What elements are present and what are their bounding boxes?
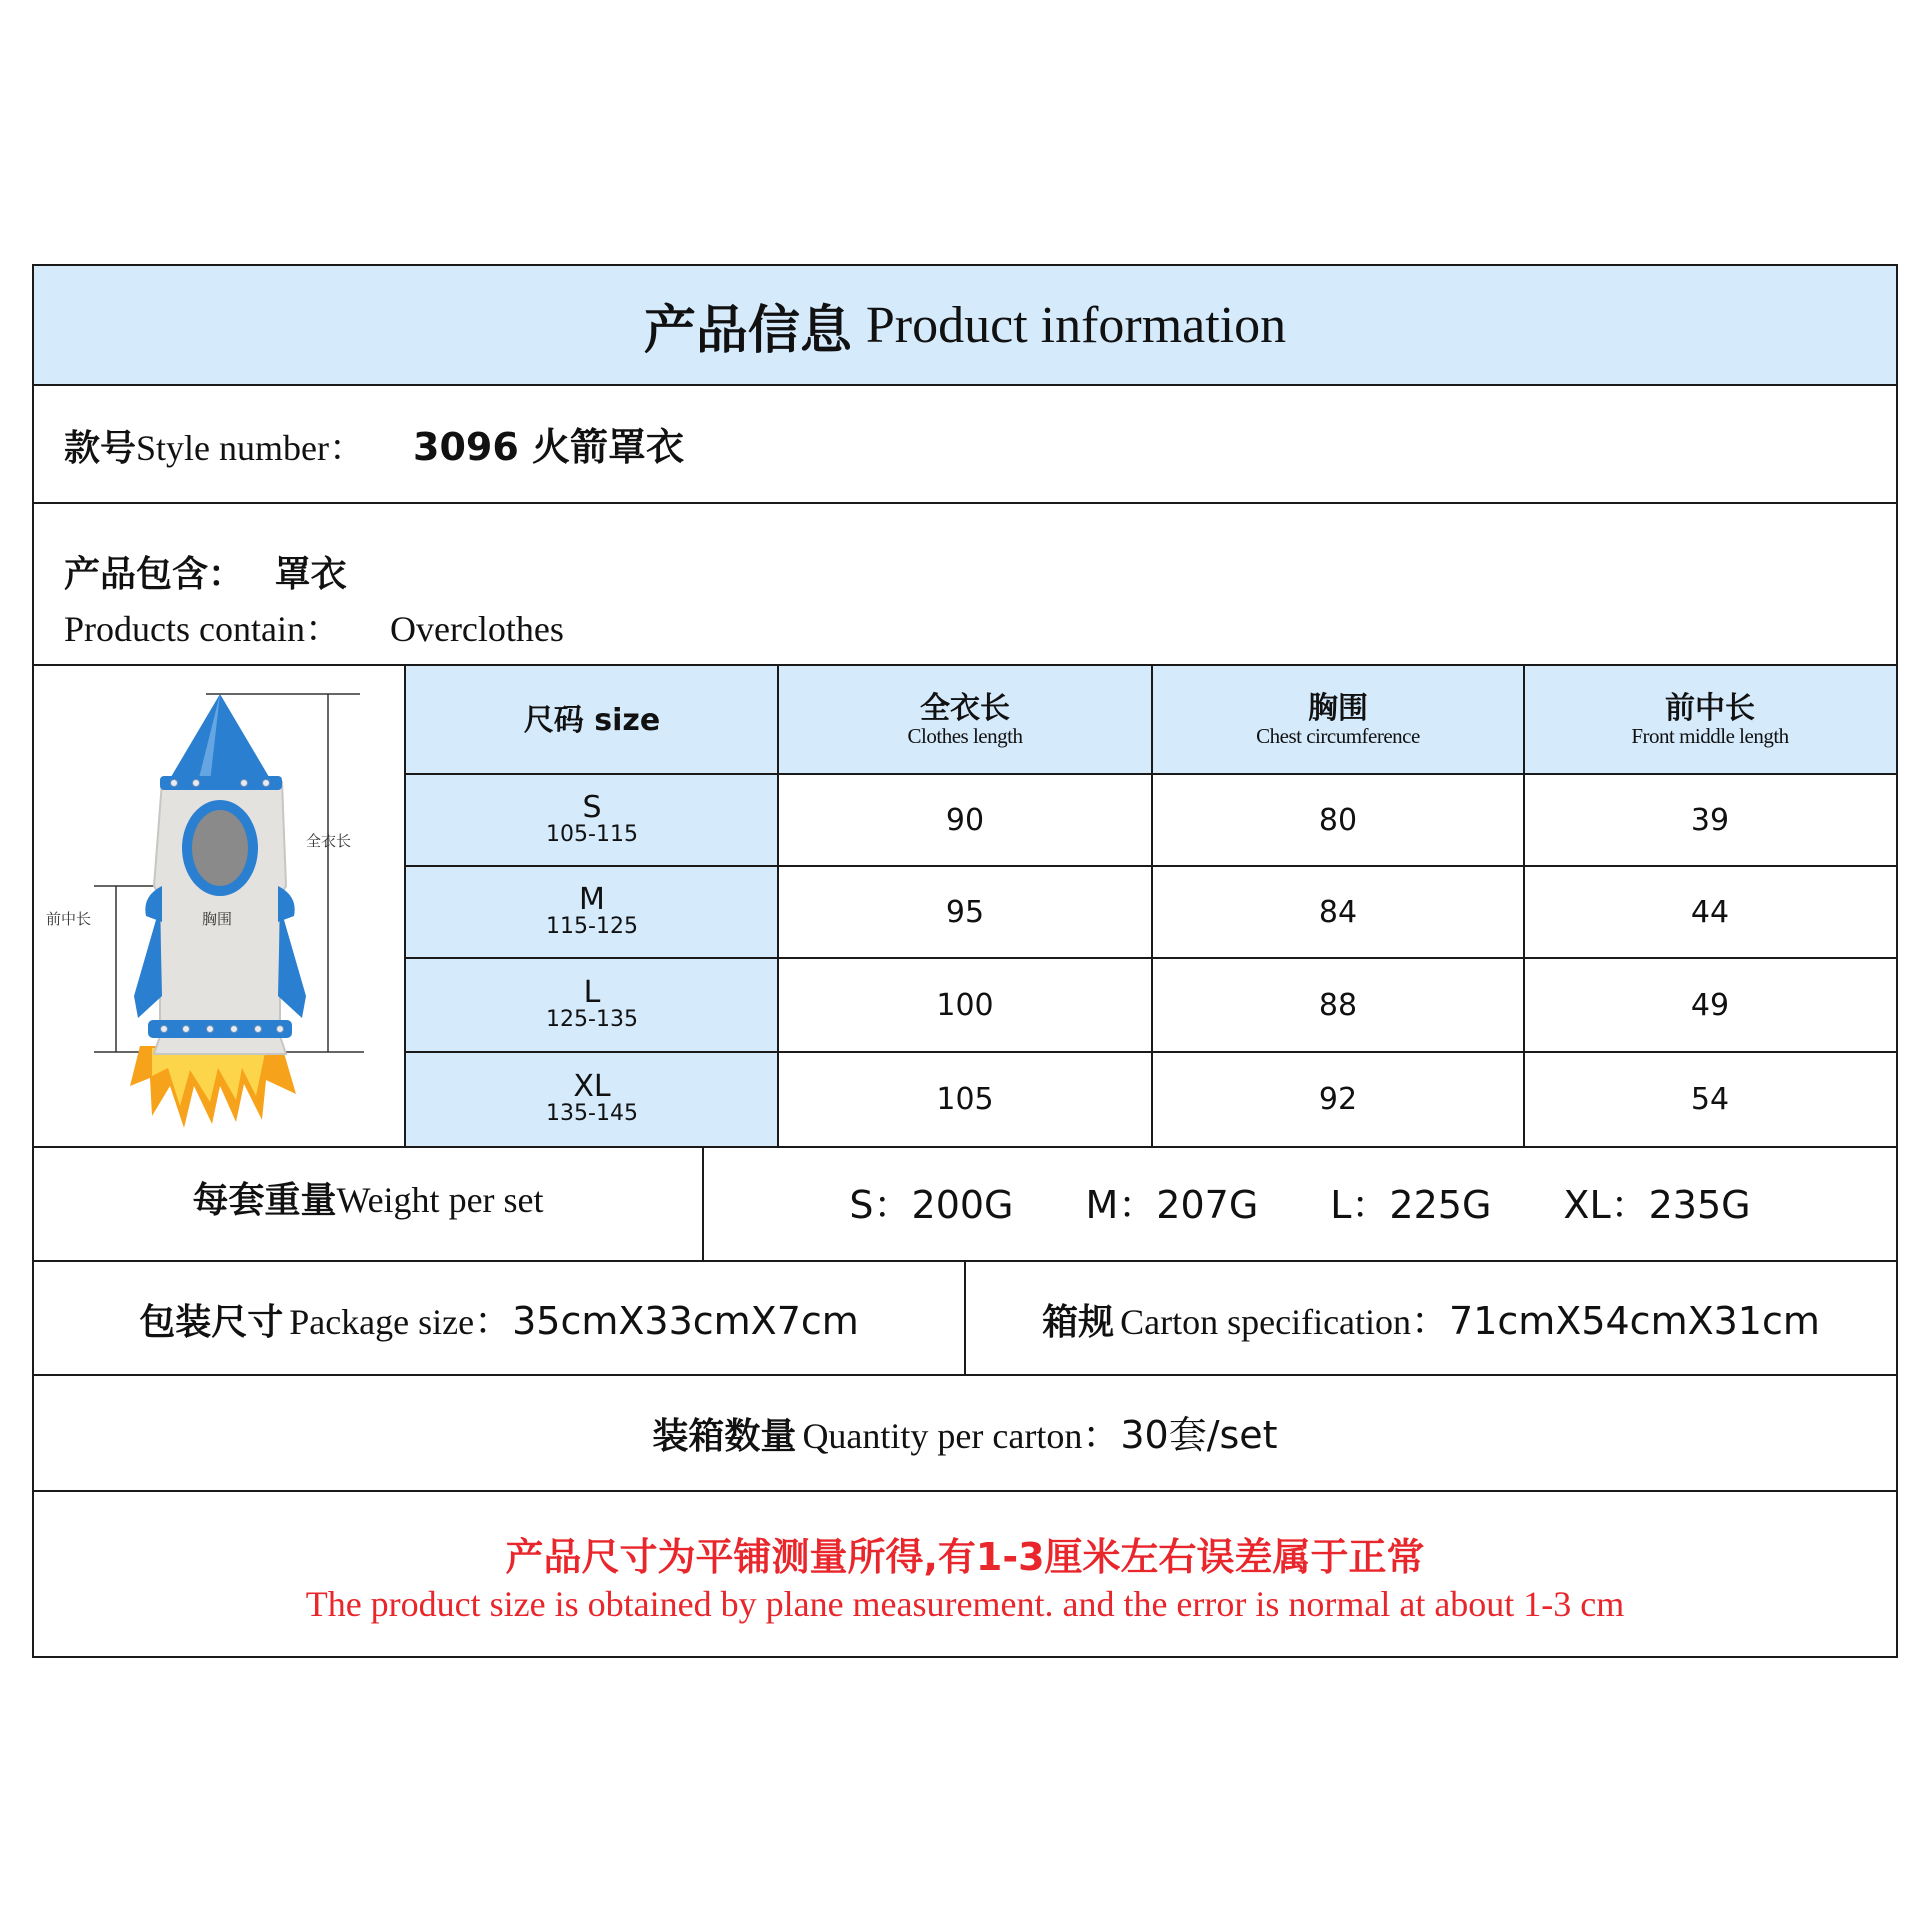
table-row-m-size <box>406 866 778 958</box>
value: 84 <box>1318 894 1358 930</box>
value: 105 <box>936 1081 994 1117</box>
package-label-cn: 包装尺寸 <box>139 1302 284 1343</box>
product-info-sheet <box>32 264 1898 1658</box>
header-front <box>1524 666 1896 774</box>
contents-value-cn: 罩衣 <box>274 554 347 595</box>
diagram-label-front: 前中长 <box>46 910 92 928</box>
carton-value: ：71cmX54cmX31cm <box>1411 1299 1820 1343</box>
header-chest-en: Chest circumference <box>1256 723 1420 748</box>
header-chest <box>1152 666 1524 774</box>
package-value: ：35cmX33cmX7cm <box>474 1299 859 1343</box>
style-number-row <box>64 416 684 471</box>
weight-label-cn: 每套重量 <box>192 1180 337 1221</box>
title-cn: 产品信息 <box>643 300 852 361</box>
cell-length <box>778 958 1152 1052</box>
header-size-label: 尺码 size <box>523 702 661 738</box>
value: 90 <box>945 802 985 838</box>
style-number-value: 3096 火箭罩衣 <box>413 425 684 469</box>
size-range: 135-145 <box>546 1100 638 1126</box>
header-length-cn: 全衣长 <box>920 690 1010 726</box>
quantity-value: ：30套/set <box>1082 1413 1278 1457</box>
size-code: M <box>579 881 605 917</box>
table-row-xl-size <box>406 1052 778 1146</box>
header-length <box>778 666 1152 774</box>
divider <box>34 1146 1896 1148</box>
cell-chest <box>1152 1052 1524 1146</box>
size-table <box>406 666 1896 1146</box>
product-diagram <box>34 666 406 1146</box>
value: 95 <box>945 894 985 930</box>
title-en: Product information <box>865 296 1287 354</box>
size-code: L <box>583 974 601 1010</box>
divider <box>1523 666 1525 1146</box>
note-cn: 产品尺寸为平铺测量所得,有1-3厘米左右误差属于正常 <box>505 1535 1425 1579</box>
cell-front <box>1524 1052 1896 1146</box>
header-front-en: Front middle length <box>1631 723 1789 748</box>
quantity-label-cn: 装箱数量 <box>652 1416 797 1457</box>
contents-label-en: Products contain： <box>64 609 341 649</box>
table-row-l-size <box>406 958 778 1052</box>
quantity-per-carton <box>34 1404 1896 1459</box>
style-number-label-en: Style number： <box>136 428 365 468</box>
divider <box>406 957 1896 959</box>
size-range: 105-115 <box>546 821 638 847</box>
carton-label-cn: 箱规 <box>1042 1302 1115 1343</box>
measurement-note <box>34 1526 1896 1625</box>
note-en: The product size is obtained by plane measurement. and the error is normal at about 1-3 cm <box>305 1584 1625 1624</box>
carton-label-en: Carton specification <box>1120 1302 1412 1342</box>
value: 44 <box>1690 894 1730 930</box>
weight-l: L：225G <box>1330 1183 1492 1227</box>
weight-label <box>34 1172 702 1223</box>
weight-label-en: Weight per set <box>336 1180 544 1220</box>
contents-value-en: Overclothes <box>389 609 564 649</box>
header-length-en: Clothes length <box>907 723 1023 748</box>
contents-label-cn: 产品包含： <box>64 554 245 595</box>
header-size <box>406 666 778 774</box>
value: 88 <box>1318 987 1358 1023</box>
header-chest-cn: 胸围 <box>1308 690 1368 726</box>
value: 92 <box>1318 1081 1358 1117</box>
cell-chest <box>1152 866 1524 958</box>
cell-length <box>778 866 1152 958</box>
value: 39 <box>1690 802 1730 838</box>
cell-front <box>1524 958 1896 1052</box>
size-code: XL <box>573 1068 611 1104</box>
package-size <box>34 1290 964 1345</box>
diagram-label-length: 全衣长 <box>306 832 352 850</box>
divider <box>34 502 1896 504</box>
value: 54 <box>1690 1081 1730 1117</box>
weight-values <box>704 1174 1896 1229</box>
cell-length <box>778 1052 1152 1146</box>
cell-length <box>778 774 1152 866</box>
cell-front <box>1524 866 1896 958</box>
divider <box>777 666 779 1146</box>
weight-s: S：200G <box>849 1183 1014 1227</box>
weight-xl: XL：235G <box>1563 1183 1751 1227</box>
diagram-label-chest: 胸围 <box>202 910 233 928</box>
divider <box>34 384 1896 386</box>
weight-m: M：207G <box>1085 1183 1259 1227</box>
carton-spec <box>966 1290 1896 1345</box>
contents-block <box>64 546 564 652</box>
table-row-s-size <box>406 774 778 866</box>
title-bar <box>34 266 1896 384</box>
value: 80 <box>1318 802 1358 838</box>
divider <box>404 666 406 1146</box>
size-code: S <box>582 789 602 825</box>
value: 100 <box>936 987 994 1023</box>
package-label-en: Package size <box>289 1302 475 1342</box>
rocket-costume-image <box>34 666 406 1146</box>
divider <box>406 1051 1896 1053</box>
cell-chest <box>1152 774 1524 866</box>
divider <box>34 1490 1896 1492</box>
divider <box>406 865 1896 867</box>
value: 49 <box>1690 987 1730 1023</box>
size-range: 125-135 <box>546 1006 638 1032</box>
divider <box>1151 666 1153 1146</box>
cell-chest <box>1152 958 1524 1052</box>
size-range: 115-125 <box>546 913 638 939</box>
header-front-cn: 前中长 <box>1665 690 1755 726</box>
style-number-label-cn: 款号 <box>64 428 137 469</box>
cell-front <box>1524 774 1896 866</box>
divider <box>406 773 1896 775</box>
quantity-label-en: Quantity per carton <box>802 1416 1083 1456</box>
divider <box>34 1374 1896 1376</box>
